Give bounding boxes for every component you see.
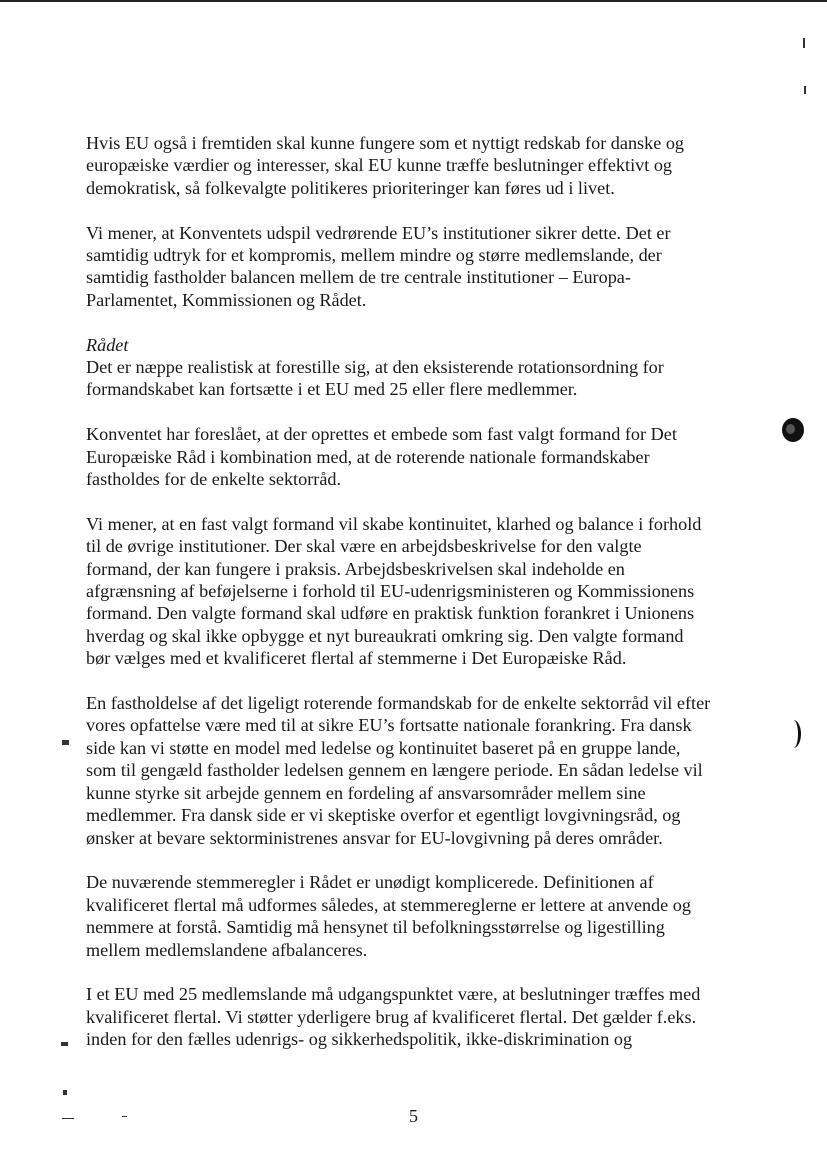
paragraph-stemmeregler: [86, 871, 766, 961]
scan-speck: [122, 1116, 127, 1117]
text-line: medlemmer. Fra dansk side er vi skeptiske overfor et egentligt lovgivningsråd, og: [86, 805, 681, 826]
scan-speck: [61, 1042, 68, 1046]
text-line: Vi mener, at Konventets udspil vedrørende EU’s institutioner sikrer dette. Det er: [86, 222, 671, 243]
scan-speck: [803, 38, 805, 48]
text-line: ønsker at bevare sektorministrenes ansvar for EU-lovgivning på deres områder.: [86, 827, 663, 848]
text-line: I et EU med 25 medlemslande må udgangspunktet være, at beslutninger træffes med: [86, 984, 701, 1005]
binding-mark: [786, 720, 801, 748]
text-line: kunne styrke sit arbejde gennem en fordeling af ansvarsområder mellem sine: [86, 782, 646, 803]
paragraph-intro: [86, 132, 766, 199]
text-line: kvalificeret flertal må udformes således, at stemmereglerne er lettere at anvende og: [86, 894, 691, 915]
document-body: [86, 132, 766, 1051]
text-line: europæiske værdier og interesser, skal EU kunne træffe beslutninger effektivt og: [86, 155, 673, 176]
text-line: formand, der kan fungere i praksis. Arbejdsbeskrivelsen skal indeholde en: [86, 558, 625, 579]
text-line: inden for den fælles udenrigs- og sikkerhedspolitik, ikke-diskrimination og: [86, 1029, 633, 1050]
top-border-line: [0, 0, 827, 2]
scan-speck: [62, 1118, 74, 1119]
text-line: Parlamentet, Kommissionen og Rådet.: [86, 289, 367, 310]
text-line: som til gengæld fastholder ledelsen gennem en længere periode. En sådan ledelse vil: [86, 760, 703, 781]
paragraph-kvalificeret-flertal: [86, 983, 766, 1050]
text-line: formand. Den valgte formand skal udføre en praktisk funktion forankret i Unionens: [86, 603, 695, 624]
paragraph-roterende-formandskab: [86, 692, 766, 849]
section-heading: Rådet: [86, 334, 129, 355]
text-line: til de øvrige institutioner. Der skal være en arbejdsbeskrivelse for den valgte: [86, 536, 642, 557]
section-raadet: [86, 334, 766, 401]
text-line: Det er næppe realistisk at forestille sig, at den eksisterende rotationsordning for: [86, 357, 664, 378]
text-line: En fastholdelse af det ligeligt roterende formandskab for de enkelte sektorråd vil efter: [86, 693, 711, 714]
punch-hole-mark: [782, 418, 804, 442]
text-line: afgrænsning af beføjelserne i forhold til EU-udenrigsministeren og Kommissionens: [86, 581, 695, 602]
text-line: Europæiske Råd i kombination med, at de roterende nationale formandskaber: [86, 446, 650, 467]
text-line: mellem medlemslandene afbalanceres.: [86, 939, 368, 960]
scan-speck: [62, 740, 69, 745]
text-line: vores opfattelse være med til at sikre EU’s fortsatte nationale forankring. Fra dansk: [86, 715, 692, 736]
text-line: bør vælges med et kvalificeret flertal af stemmerne i Det Europæiske Råd.: [86, 648, 627, 669]
text-line: hverdag og skal ikke opbygge et nyt bureaukrati omkring sig. Den valgte formand: [86, 625, 684, 646]
paragraph-konventet-forslag: [86, 423, 766, 490]
page-number: 5: [409, 1106, 418, 1126]
text-line: demokratisk, så folkevalgte politikeres prioriteringer kan føres ud i livet.: [86, 177, 615, 198]
text-line: Hvis EU også i fremtiden skal kunne fungere som et nyttigt redskab for danske og: [86, 133, 685, 153]
scan-speck: [63, 1090, 67, 1095]
text-line: nemmere at forstå. Samtidig må hensynet til befolkningsstørrelse og ligestilling: [86, 917, 665, 938]
text-line: kvalificeret flertal. Vi støtter yderligere brug af kvalificeret flertal. Det gælder f.eks.: [86, 1006, 697, 1027]
paragraph-fast-valgt-formand: [86, 513, 766, 670]
text-line: formandskabet kan fortsætte i et EU med 25 eller flere medlemmer.: [86, 379, 578, 400]
scan-speck: [804, 86, 806, 94]
text-line: Vi mener, at en fast valgt formand vil skabe kontinuitet, klarhed og balance i forhold: [86, 513, 702, 534]
text-line: Konventet har foreslået, at der oprettes et embede som fast valgt formand for Det: [86, 424, 677, 445]
text-line: samtidig fastholder balancen mellem de tre centrale institutioner – Europa-: [86, 267, 631, 288]
text-line: De nuværende stemmeregler i Rådet er unødigt komplicerede. Definitionen af: [86, 872, 654, 893]
text-line: samtidig udtryk for et kompromis, mellem mindre og større medlemslande, der: [86, 245, 662, 266]
text-line: side kan vi støtte en model med ledelse og kontinuitet baseret på en gruppe lande,: [86, 737, 681, 758]
text-line: fastholdes for de enkelte sektorråd.: [86, 469, 342, 490]
paragraph-konventet-udspil: [86, 222, 766, 312]
